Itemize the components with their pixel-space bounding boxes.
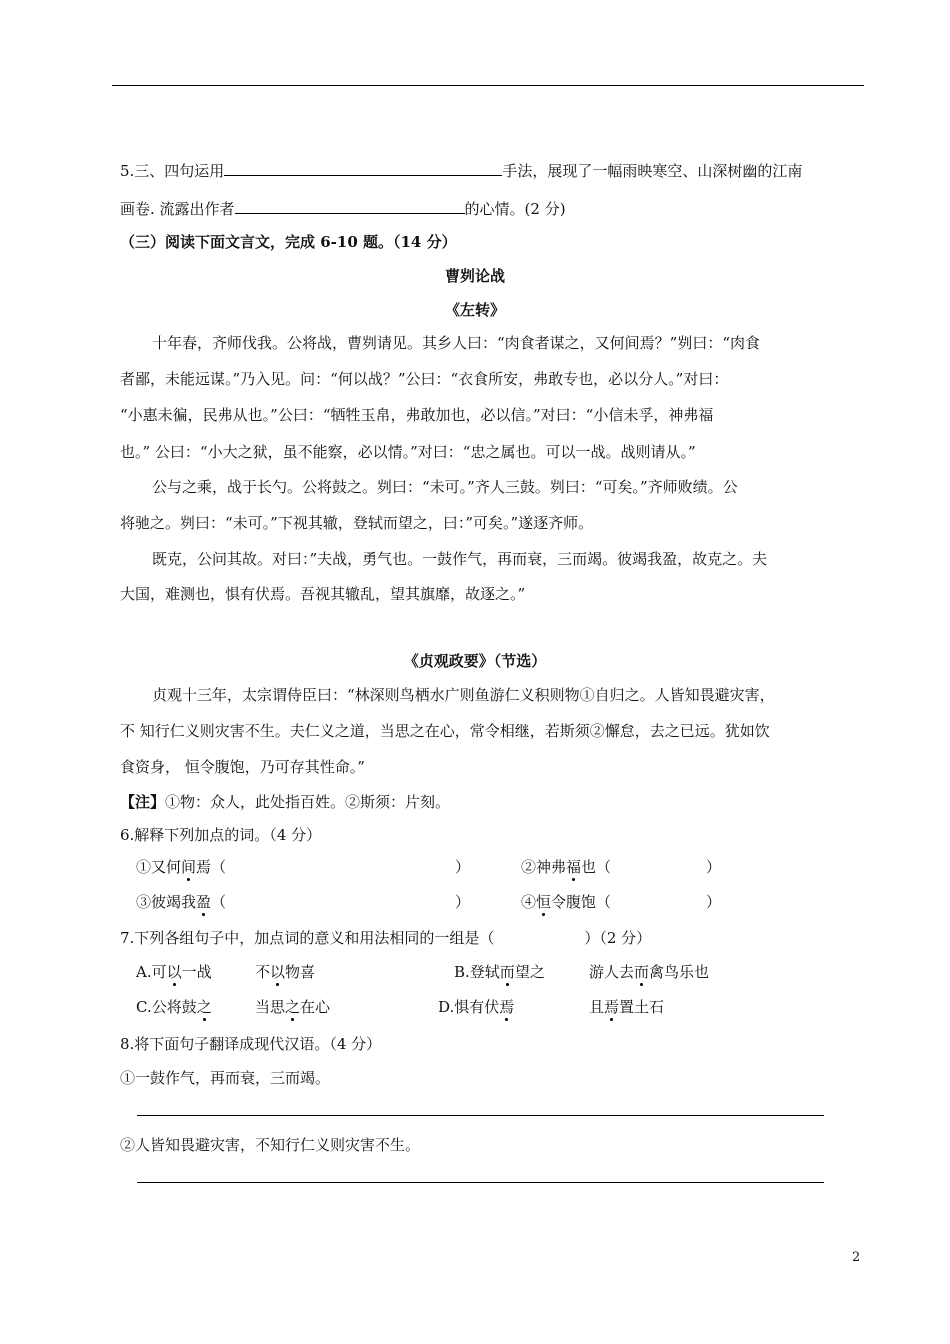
q7-text: 望之 [514, 963, 545, 981]
q6-item-text: 焉（ [196, 858, 227, 876]
passage2-line: 不 知行仁义则灾害不生。夫仁义之道，当思之在心，常令相继，若斯须②懈怠，去之已远。犹如饮 [120, 722, 770, 740]
q6-item-text: 令腹饱（ [551, 893, 612, 911]
q8-sentence-1: ①一鼓作气，再而衰，三而竭。 [120, 1069, 331, 1087]
passage1-line: 既克，公问其故。对曰：”夫战，勇气也。一鼓作气，再而衰，三而竭。彼竭我盈，故克之。夫 [152, 550, 768, 568]
q7-text: 且 [589, 998, 605, 1016]
q7-option-A2 [255, 962, 315, 982]
q5-suffix: 手法，展现了一幅雨映寒空、山深树幽的江南 [502, 162, 803, 180]
passage1-line: 也。” 公曰：“小大之狱，虽不能察，必以情。”对曰：“忠之属也。可以一战。战则请从。” [120, 443, 696, 461]
q7-option-B1 [454, 962, 545, 982]
q8-answer-line-2[interactable] [137, 1182, 824, 1183]
q7-text: 不 [255, 963, 271, 981]
q8-answer-line-1[interactable] [137, 1115, 824, 1116]
q5-prefix: 5.三、四句运用 [120, 162, 225, 180]
q5-answer-blank-1[interactable] [224, 161, 502, 176]
q7-stem-close: ）（2 分） [584, 929, 652, 947]
q6-item-1 [136, 857, 226, 877]
q7-text: 禽鸟乐也 [649, 963, 710, 981]
q7-text: 置土石 [619, 998, 665, 1016]
q7-option-C2 [255, 997, 330, 1017]
dotted-word: 之 [196, 998, 212, 1016]
q7-stem [120, 928, 651, 948]
passage1-line: 公与之乘，战于长勺。公将鼓之。刿曰：“未可。”齐人三鼓。刿曰：“可矣。”齐师败绩。公 [152, 478, 738, 496]
passage2-title: 《贞观政要》（节选） [403, 652, 547, 670]
q6-item-text: （ [211, 893, 227, 911]
q7-text: 在心 [300, 998, 331, 1016]
q6-item-text: ①又何 [136, 858, 182, 876]
q7-stem-text: 7.下列各组句子中，加点词的意义和用法相同的一组是（ [120, 929, 495, 947]
q5-line-1 [120, 161, 802, 181]
dotted-word: 焉 [604, 998, 620, 1016]
q6-close: ） [455, 858, 471, 876]
passage1-line: 者鄙，未能远谋。”乃入见。问：“何以战？”公曰：“衣食所安，弗敢专也，必以分人。”对曰： [120, 370, 729, 388]
q7-option-B2 [589, 962, 709, 982]
dotted-word: 而 [634, 963, 650, 981]
passage1-source: 《左转》 [444, 301, 505, 319]
q6-close: ） [455, 893, 471, 911]
q8-stem: 8.将下面句子翻译成现代汉语。（4 分） [120, 1035, 382, 1053]
q5-prefix-2: 画卷. 流露出作者 [120, 200, 235, 218]
q6-close: ） [706, 893, 722, 911]
q5-line-2 [120, 199, 566, 219]
note-label: 【注】 [120, 793, 166, 811]
passage1-line: “小惠未徧，民弗从也。”公曰：“牺牲玉帛，弗敢加也，必以信。”对曰：“小信未孚，神弗福 [120, 406, 714, 424]
q7-text: D.惧有伏 [438, 998, 500, 1016]
q6-item-4 [521, 892, 611, 912]
q6-item-3 [136, 892, 226, 912]
q7-option-A1 [136, 962, 212, 982]
q6-item-text: ②神弗 [521, 858, 567, 876]
q6-item-text: 也（ [581, 858, 612, 876]
q5-suffix-2: 的心情。(2 分) [464, 200, 566, 218]
dotted-word: 福 [566, 858, 582, 876]
passage1-line: 大国，难测也，惧有伏焉。吾视其辙乱，望其旗靡，故逐之。” [120, 585, 526, 603]
q7-text: B.登轼 [454, 963, 500, 981]
q7-text: A.可 [136, 963, 167, 981]
q7-option-D1 [438, 997, 514, 1017]
passage2-note [120, 792, 450, 812]
dotted-word: 焉 [499, 998, 515, 1016]
q7-option-C1 [136, 997, 212, 1017]
dotted-word: 盈 [196, 893, 212, 911]
q6-stem: 6.解释下列加点的词。（4 分） [120, 826, 322, 844]
q7-text: C.公将鼓 [136, 998, 197, 1016]
passage2-line: 食资身， 恒令腹饱，乃可存其性命。” [120, 758, 365, 776]
page-number: 2 [852, 1250, 861, 1265]
dotted-word: 间 [181, 858, 197, 876]
passage1-title: 曹刿论战 [444, 267, 505, 285]
q7-text: 物喜 [285, 963, 316, 981]
section-3-heading: （三）阅读下面文言文，完成 6-10 题。（14 分） [120, 233, 457, 251]
q6-item-2 [521, 857, 611, 877]
passage1-line: 将驰之。刿曰：“未可。”下视其辙，登轼而望之，曰：”可矣。”遂逐齐师。 [120, 514, 594, 532]
dotted-word: 以 [166, 963, 182, 981]
q7-text: 当思 [255, 998, 286, 1016]
q5-answer-blank-2[interactable] [235, 199, 465, 214]
header-rule [112, 85, 864, 86]
dotted-word: 恒 [536, 893, 552, 911]
passage1-line: 十年春，齐师伐我。公将战，曹刿请见。其乡人曰：“肉食者谋之，又何间焉？”刿曰：“肉食 [152, 334, 761, 352]
dotted-word: 而 [499, 963, 515, 981]
q6-item-text: ③彼竭我 [136, 893, 197, 911]
q7-option-D2 [589, 997, 664, 1017]
note-text: ①物：众人，此处指百姓。②斯须：片刻。 [165, 793, 451, 811]
q6-item-text: ④ [521, 893, 537, 911]
q8-sentence-2: ②人皆知畏避灾害，不知行仁义则灾害不生。 [120, 1136, 421, 1154]
passage2-line: 贞观十三年，太宗谓侍臣曰：“林深则鸟栖水广则鱼游仁义积则物①自归之。人皆知畏避灾害， [152, 686, 775, 704]
q7-text: 一战 [181, 963, 212, 981]
q7-text: 游人去 [589, 963, 635, 981]
dotted-word: 以 [270, 963, 286, 981]
dotted-word: 之 [285, 998, 301, 1016]
q6-close: ） [706, 858, 722, 876]
